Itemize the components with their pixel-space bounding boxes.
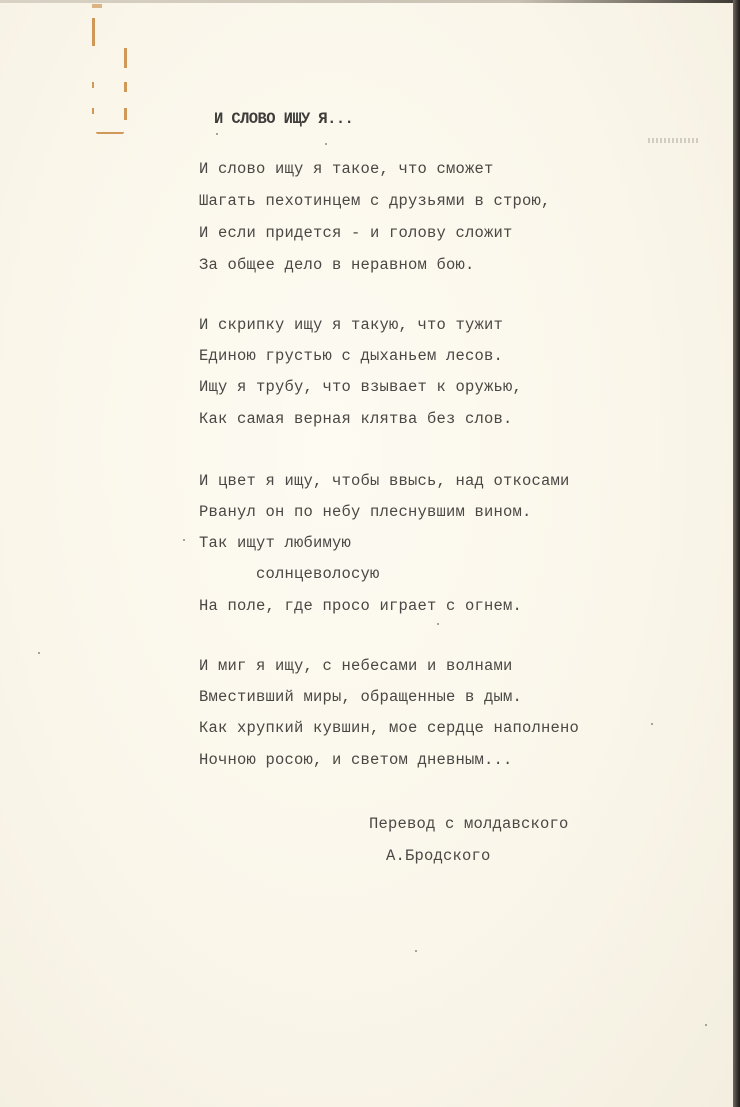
poem-line: Как хрупкий кувшин, мое сердце наполнено bbox=[199, 719, 580, 737]
poem-line: Ищу я трубу, что взывает к оружью, bbox=[199, 378, 523, 396]
poem-line: На поле, где просо играет с огнем. bbox=[199, 597, 523, 615]
staple-rust-mark bbox=[92, 10, 126, 134]
poem-line: И скрипку ищу я такую, что тужит bbox=[199, 316, 504, 334]
poem-line: Единою грустью с дыханьем лесов. bbox=[199, 347, 504, 365]
poem-line: Ночною росою, и светом дневным... bbox=[199, 751, 513, 769]
poem-line: И миг я ищу, с небесами и волнами bbox=[199, 657, 513, 675]
scan-speck bbox=[38, 652, 40, 654]
scan-top-edge bbox=[0, 0, 740, 3]
scan-speck bbox=[325, 143, 327, 145]
pencil-smudge bbox=[648, 138, 698, 143]
poem-line: И цвет я ищу, чтобы ввысь, над откосами bbox=[199, 472, 570, 490]
poem-line-indented: солнцеволосую bbox=[256, 565, 380, 583]
translator-name: А.Бродского bbox=[386, 847, 491, 865]
poem-line: За общее дело в неравном бою. bbox=[199, 256, 475, 274]
poem-line: Шагать пехотинцем с друзьями в строю, bbox=[199, 192, 551, 210]
translation-note: Перевод с молдавского bbox=[369, 815, 569, 833]
poem-line: И если придется - и голову сложит bbox=[199, 224, 513, 242]
poem-line: Как самая верная клятва без слов. bbox=[199, 410, 513, 428]
typewritten-page bbox=[0, 2, 733, 1107]
poem-title: И СЛОВО ИЩУ Я... bbox=[214, 110, 354, 128]
scan-speck bbox=[415, 950, 417, 952]
scan-speck bbox=[437, 623, 439, 625]
scan-speck bbox=[651, 723, 653, 725]
scan-speck bbox=[216, 133, 218, 135]
poem-line: Так ищут любимую bbox=[199, 534, 352, 552]
poem-line: Вместивший миры, обращенные в дым. bbox=[199, 688, 523, 706]
poem-line: И слово ищу я такое, что сможет bbox=[199, 160, 494, 178]
scan-right-edge bbox=[733, 0, 740, 1107]
scan-speck bbox=[183, 539, 185, 541]
poem-line: Рванул он по небу плеснувшим вином. bbox=[199, 503, 532, 521]
scan-speck bbox=[705, 1024, 707, 1026]
